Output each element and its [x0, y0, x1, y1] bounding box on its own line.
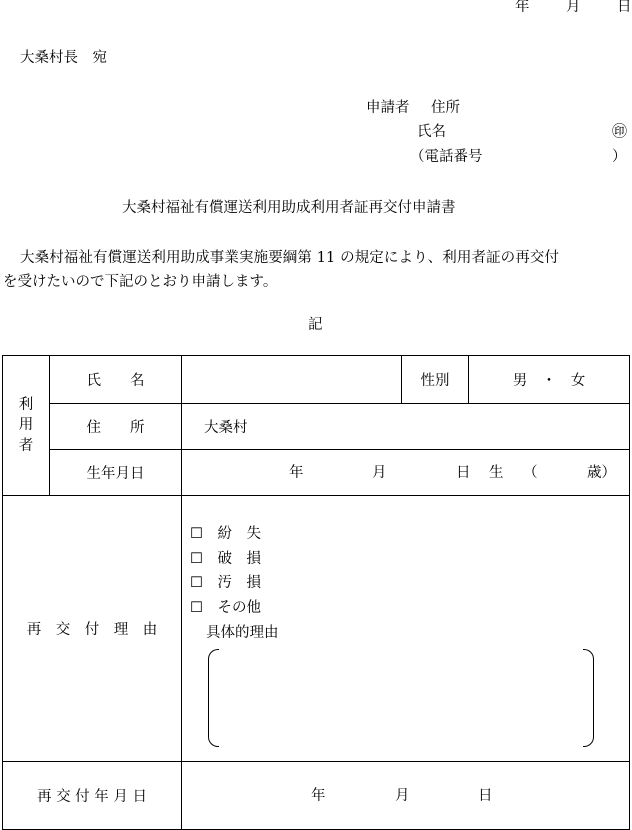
birthdate-field[interactable]	[182, 450, 630, 496]
gender-options: 男 ・ 女	[512, 373, 586, 389]
user-group-char-1: 利	[18, 396, 34, 413]
left-bracket	[208, 649, 219, 747]
address-label-cell	[50, 404, 182, 450]
name-label: 氏 名	[86, 373, 145, 389]
reissue-date-field[interactable]	[182, 762, 630, 830]
birth-sei-label: 生	[489, 465, 504, 481]
reissue-day-label: 日	[478, 788, 493, 804]
birth-month-label: 月	[372, 465, 387, 481]
user-group-label	[3, 356, 50, 496]
address-label: 住 所	[86, 420, 145, 436]
reason-checkbox-soiled[interactable]: ☐ 汚 損	[190, 575, 261, 591]
birthdate-label-cell	[50, 450, 182, 496]
specific-reason-field[interactable]	[208, 649, 594, 747]
reissue-month-label: 月	[395, 788, 410, 804]
date-month-label: 月	[566, 0, 581, 15]
phone-label: （電話番号	[410, 149, 483, 165]
gender-field[interactable]	[469, 356, 630, 404]
name-label-cell	[50, 356, 182, 404]
right-bracket	[583, 649, 594, 747]
reissue-year-label: 年	[311, 788, 326, 804]
reason-label: 再 交 付 理 由	[26, 622, 158, 638]
reason-checkbox-other[interactable]: ☐ その他	[190, 599, 261, 616]
date-year-label: 年	[515, 0, 530, 15]
reason-field	[182, 496, 630, 762]
age-open-paren: （	[523, 465, 538, 481]
document-title: 大桑村福祉有償運送利用助成利用者証再交付申請書	[122, 200, 456, 216]
age-label: 歳）	[587, 465, 616, 481]
seal-mark: ㊞	[612, 122, 628, 140]
applicant-address-label: 住所	[431, 100, 460, 116]
reissue-date-label-cell	[3, 762, 182, 830]
gender-label-cell	[402, 356, 469, 404]
address-value: 大桑村	[204, 420, 248, 436]
address-field[interactable]	[182, 404, 630, 450]
user-group-char-3: 者	[18, 437, 34, 454]
application-table	[2, 355, 630, 830]
applicant-name-label: 氏名	[417, 124, 446, 140]
applicant-label: 申請者	[366, 100, 410, 116]
birthdate-label: 生年月日	[86, 466, 145, 482]
name-field[interactable]	[182, 356, 402, 404]
reason-checkbox-damaged[interactable]: ☐ 破 損	[190, 550, 261, 567]
addressee: 大桑村長 宛	[20, 50, 107, 66]
gender-label: 性別	[420, 373, 450, 389]
date-day-label: 日	[617, 0, 632, 15]
birth-year-label: 年	[289, 465, 304, 481]
reissue-date-label: 再 交 付 年 月 日	[36, 789, 148, 805]
birth-day-label: 日	[456, 465, 471, 481]
body-line-2: を受けたいので下記のとおり申請します。	[3, 274, 278, 290]
ki-heading: 記	[308, 317, 323, 333]
reason-checkbox-lost[interactable]: ☐ 紛 失	[190, 526, 261, 542]
reason-label-cell	[3, 496, 182, 762]
specific-reason-label: 具体的理由	[206, 625, 279, 641]
user-group-char-2: 用	[18, 417, 34, 434]
phone-close: ）	[612, 149, 627, 165]
body-line-1: 大桑村福祉有償運送利用助成事業実施要綱第 11 の規定により、利用者証の再交付	[20, 250, 560, 266]
